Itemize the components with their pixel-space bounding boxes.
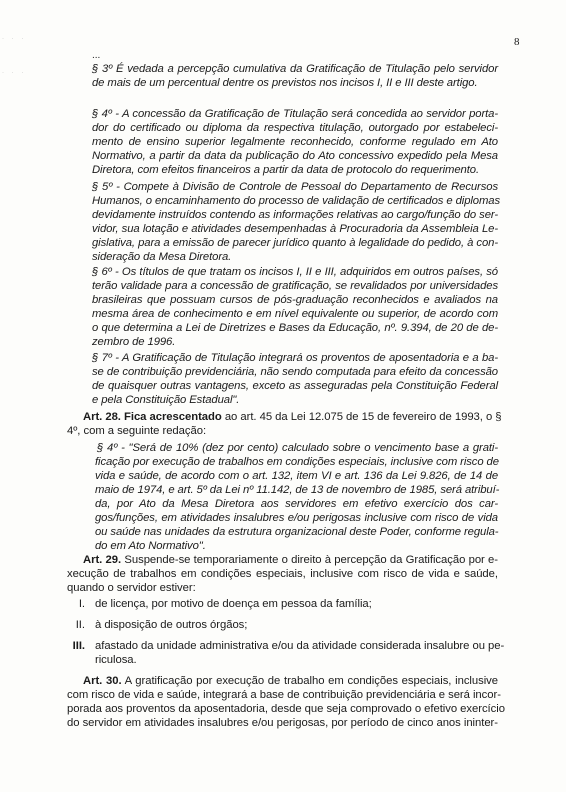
paragraph-6: § 6º - Os títulos de que tratam os incisos I, II e III, adquiridos em outros países, só terão validade para a concessão de gratificação, se revalidados por universidades brasileiras que possuam cursos de pós-graduação reconhecidos e avaliados na mesma área de conhecimento e em nível equivalente ou superior, de acordo com o que determina a Lei de Diretrizes e Bases da Educação, nº. 9.394, de 20 de de- zembro de 1996. (92, 266, 498, 348)
page-number: 8 (514, 36, 520, 48)
article-29-item-iii: III. afastado da unidade administrativa e/ou da atividade considerada insalubre ou pe- riculosa. (72, 640, 505, 666)
article-28-bold-phrase: Fica acrescentado (124, 411, 222, 423)
article-28: Art. 28. Fica acrescentado ao art. 45 da Lei 12.075 de 15 de fevereiro de 1993, o § 4º, com a seguinte redação: (67, 411, 502, 437)
ellipsis: ... (92, 50, 101, 61)
article-30-label: Art. 30. (83, 675, 122, 687)
article-29: Art. 29. Suspende-se temporariamente o direito à percepção da Gratificação por e- xecução de trabalhos em condições especiais, inclusive com risco de vida e saúde, quando o servidor estiver: (67, 554, 498, 594)
paragraph-5: § 5º - Compete à Divisão de Controle de Pessoal do Departamento de Recursos Humanos, o encaminhamento do processo de validação de certificados e diplomas devidamente instruídos contendo as informações relativas ao cargo/função do ser- vidor, sua lotação e atividades desempenhadas à Procuradoria da Assembleia Le- gislativa, para a emissão de parecer jurídico quanto à legalidade do pedido, à con- sideração da Mesa Diretora. (92, 181, 501, 263)
article-29-label: Art. 29. (83, 554, 122, 566)
paragraph-4: § 4º - A concessão da Gratificação de Titulação será concedida ao servidor porta- dor do certificado ou diploma da respectiva titulação, outorgado por estabeleci- mento de ensino superior legalmente reconhecido, conforme regulado em Ato Normativo, a partir da data da publicação do Ato concessivo expedido pela Mesa Diretora, com efeitos financeiros a partir da data de protocolo do requerimento. (92, 108, 498, 176)
paragraph-7: § 7º - A Gratificação de Titulação integrará os proventos de aposentadoria e a ba- se de contribuição previdenciária, não sendo computada para efeito da concessão de quaisquer outras vantagens, exceto as asseguradas pela Constituição Federal e pela Constituição Estadual". (92, 352, 498, 406)
paragraph-3: § 3º É vedada a percepção cumulativa da Gratificação de Titulação pelo servidor de mais de um percentual dentre os previstos nos incisos I, II e III deste artigo. (92, 63, 498, 89)
article-29-item-i: I. de licença, por motivo de doença em pessoa da família; (78, 598, 372, 610)
quoted-paragraph-4: § 4º - "Será de 10% (dez por cento) calculado sobre o vencimento base a grati- ficação por execução de trabalhos em condições especiais, inclusive com risco de vida e saúde, de acordo com o art. 132, item VI e art. 136 da Lei 9.826, de 14 de maio de 1974, e art. 5º da Lei nº 11.142, de 13 de novembro de 1985, será atribuí- da, por Ato da Mesa Diretora aos servidores em efetivo exercício dos car- gos/funções, em atividades insalubres e/ou perigosas inclusive com risco de vida ou saúde nas unidades da estrutura organizacional deste Poder, conforme regula- do em Ato Normativo". (95, 442, 500, 552)
article-30: Art. 30. A gratificação por execução de trabalho em condições especiais, inclusive com risco de vida e saúde, integrará a base de contribuição previdenciária e será incor- porada aos proventos da aposentadoria, desde que seja comprovado o efetivo exercício do servidor em atividades insalubres e/ou perigosas, por período de cinco anos ininter- (67, 675, 505, 729)
article-29-item-ii: II. à disposição de outros órgãos; (75, 619, 248, 631)
article-28-label: Art. 28. (83, 411, 121, 423)
scan-specks: · · · · · · (2, 36, 27, 76)
